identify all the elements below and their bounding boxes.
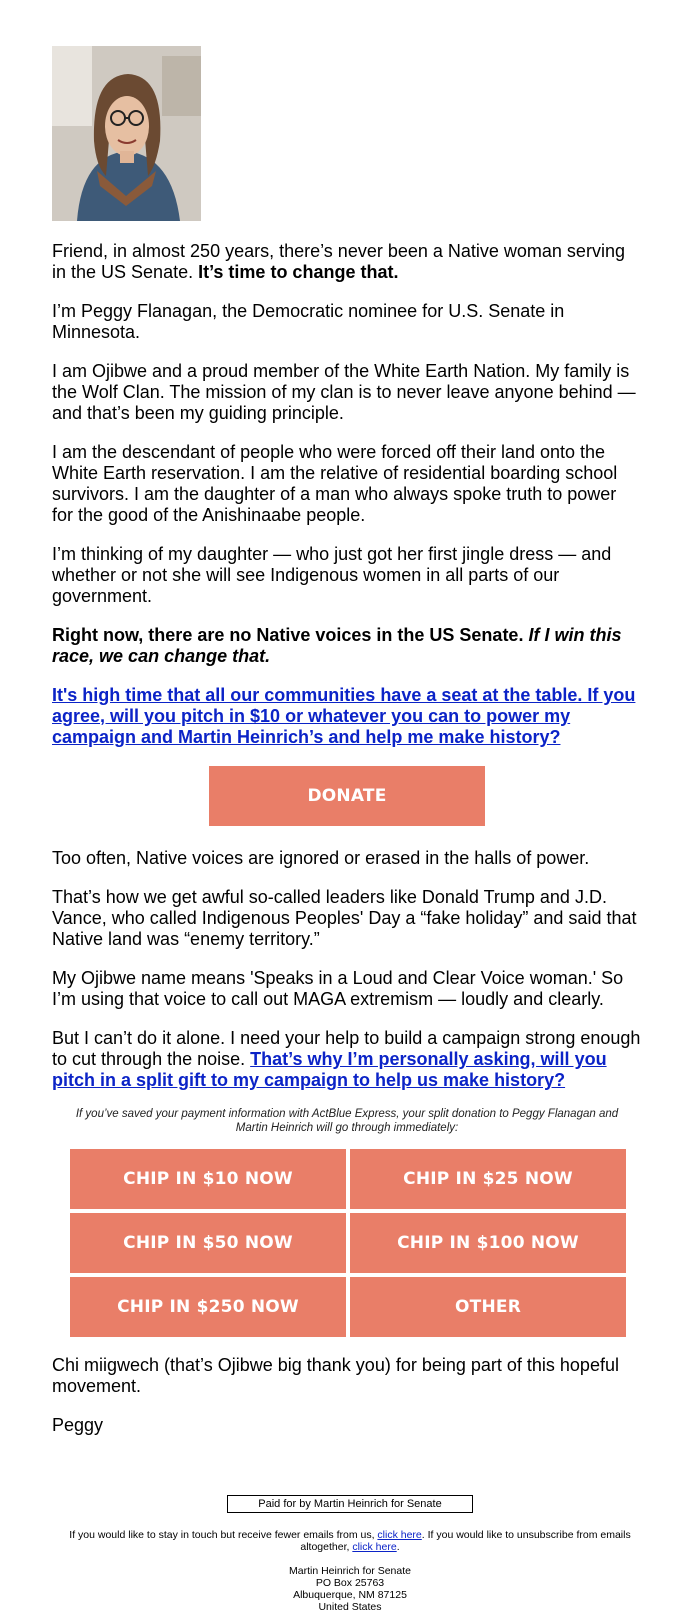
bold-statement: Right now, there are no Native voices in the US Senate. <box>52 625 529 645</box>
intro-paragraph-4: I am the descendant of people who were forced off their land onto the White Earth reservation. I am the relative of residential boarding school survivors. I am the daughter of a man who always spoke truth to power for the good of the Anishinaabe people. <box>52 442 618 525</box>
fewer-emails-link[interactable]: click here <box>377 1529 422 1541</box>
paid-for-by-box: Paid for by Martin Heinrich for Senate <box>227 1495 473 1513</box>
intro-text: Friend, in almost 250 years, there’s never been a Native woman serving in the US Senate. <box>52 241 625 282</box>
intro-paragraph-6 <box>52 625 642 667</box>
address-line-3: Albuquerque, NM 87125 <box>293 1589 407 1601</box>
chip-in-10-button[interactable]: CHIP IN $10 NOW <box>70 1149 346 1209</box>
donate-button[interactable]: DONATE <box>209 766 485 826</box>
closing-paragraph: Chi miigwech (that’s Ojibwe big thank you) for being part of this hopeful movement. <box>52 1355 619 1396</box>
intro-paragraph-1 <box>52 241 642 283</box>
chip-in-250-button[interactable]: CHIP IN $250 NOW <box>70 1277 346 1337</box>
signature: Peggy <box>52 1415 104 1435</box>
intro-paragraph-3: I am Ojibwe and a proud member of the White Earth Nation. My family is the Wolf Clan. The mission of my clan is to never leave anyone behind — and that’s been my guiding principle. <box>52 361 636 423</box>
intro-paragraph-2: I’m Peggy Flanagan, the Democratic nominee for U.S. Senate in Minnesota. <box>52 301 565 342</box>
chip-in-50-button[interactable]: CHIP IN $50 NOW <box>70 1213 346 1273</box>
donate-row <box>52 766 642 826</box>
portrait-image <box>52 46 201 221</box>
middle-text: But I can’t do it alone. I need your help to build a campaign strong enough to cut through the noise. <box>52 1028 641 1069</box>
middle-paragraph-1: Too often, Native voices are ignored or erased in the halls of power. <box>52 848 590 868</box>
email-footer <box>0 1494 700 1613</box>
fine-text-3: . <box>396 1541 400 1553</box>
middle-paragraph-3: My Ojibwe name means 'Speaks in a Loud and Clear Voice woman.' So I’m using that voice to call out MAGA extremism — loudly and clearly. <box>52 968 624 1009</box>
unsubscribe-link[interactable]: click here <box>352 1541 397 1553</box>
chip-in-grid <box>70 1149 642 1337</box>
actblue-express-note: If you’ve saved your payment information with ActBlue Express, your split donation to Peggy Flanagan and Martin Heinrich will go through immediately: <box>75 1108 619 1134</box>
middle-paragraph-4 <box>52 1028 642 1091</box>
chip-in-25-button[interactable]: CHIP IN $25 NOW <box>350 1149 626 1209</box>
donation-ask-link[interactable]: It's high time that all our communities have a seat at the table. If you agree, will you pitch in $10 or whatever you can to power my campaign and Martin Heinrich’s and help me make history? <box>52 685 636 747</box>
fine-text-1: If you would like to stay in touch but receive fewer emails from us, <box>69 1529 378 1541</box>
intro-paragraph-5: I’m thinking of my daughter — who just got her first jingle dress — and whether or not she will see Indigenous women in all parts of our government. <box>52 544 612 606</box>
fine-text-2: . If you would like to unsubscribe from emails altogether, <box>300 1529 631 1553</box>
mailing-address <box>0 1565 700 1613</box>
chip-in-100-button[interactable]: CHIP IN $100 NOW <box>350 1213 626 1273</box>
other-amount-button[interactable]: OTHER <box>350 1277 626 1337</box>
email-body <box>52 46 642 1454</box>
intro-emphasis: It’s time to change that. <box>198 262 399 282</box>
italic-statement: If I win this race, we can change that. <box>52 625 622 666</box>
donation-ask-paragraph <box>52 685 642 748</box>
candidate-photo <box>52 46 201 221</box>
address-line-4: United States <box>318 1601 382 1613</box>
middle-paragraph-2: That’s how we get awful so-called leaders like Donald Trump and J.D. Vance, who called Indigenous Peoples' Day a “fake holiday” and said that Native land was “enemy territory.” <box>52 887 637 949</box>
split-gift-link[interactable]: That’s why I’m personally asking, will you pitch in a split gift to my campaign to help us make history? <box>52 1049 607 1090</box>
email-preferences-text <box>60 1529 640 1553</box>
address-line-2: PO Box 25763 <box>315 1577 385 1589</box>
address-line-1: Martin Heinrich for Senate <box>289 1565 411 1577</box>
